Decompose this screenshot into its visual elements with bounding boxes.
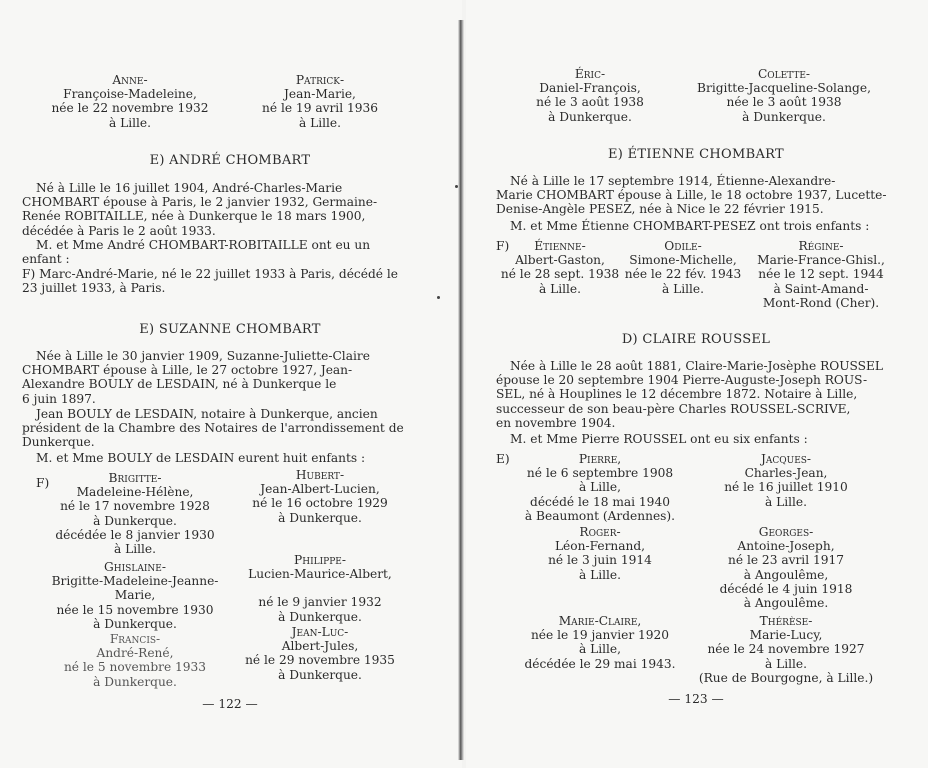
paragraph: Né à Lille le 16 juillet 1904, André-Charles-Marie CHOMBART épouse à Paris, le 2 janvier 1932, Germaine- Renée ROBITAILLE, née à Dunkerque le 18 mars 1900, décédée à Paris le 2 août 1933. xyxy=(22,181,378,238)
left-page xyxy=(0,0,462,768)
child-entry: Marie-Claire, née le 19 janvier 1920 à Lille, décédée le 29 mai 1943. xyxy=(524,614,676,671)
child-entry: Patrick- Jean-Marie, né le 19 avril 1936 à Lille. xyxy=(262,73,378,130)
child-entry: Odile- Simone-Michelle, née le 22 fév. 1943 à Lille. xyxy=(624,239,742,296)
child-entry: Colette- Brigitte-Jacqueline-Solange, née le 3 août 1938 à Dunkerque. xyxy=(697,67,871,124)
child-entry: Hubert- Jean-Albert-Lucien, né le 16 octobre 1929 à Dunkerque. xyxy=(252,468,388,525)
paragraph: Née à Lille le 28 août 1881, Claire-Marie-Josèphe ROUSSEL épouse le 20 septembre 1904 Pierre-Auguste-Joseph ROUS- SEL, né à Houplines le 12 décembre 1872. Notaire à Lille, successeur de son beau-père Charles ROUSSEL-SCRIVE, en novembre 1904. xyxy=(496,359,884,430)
child-entry: Étienne- Albert-Gaston, né le 28 sept. 1938 à Lille. xyxy=(500,239,620,296)
paragraph: Née à Lille le 30 janvier 1909, Suzanne-Juliette-Claire CHOMBART épouse à Lille, le 27 octobre 1927, Jean- Alexandre BOULY de LESDAIN, né à Dunkerque le 6 juin 1897. xyxy=(22,349,370,406)
child-entry: Francis- André-René, né le 5 novembre 1933 à Dunkerque. xyxy=(63,632,207,689)
list-marker: E) xyxy=(496,452,510,466)
paragraph: M. et Mme BOULY de LESDAIN eurent huit enfants : xyxy=(36,451,366,465)
paragraph: M. et Mme Pierre ROUSSEL ont eu six enfants : xyxy=(510,432,808,446)
child-entry: Jean-Luc- Albert-Jules, né le 29 novembre 1935 à Dunkerque. xyxy=(245,625,395,682)
child-entry: Pierre, né le 6 septembre 1908 à Lille, décédé le 18 mai 1940 à Beaumont (Ardennes). xyxy=(524,452,676,523)
list-marker: F) xyxy=(496,239,510,253)
margin-mark xyxy=(455,185,458,188)
child-entry: Georges- Antoine-Joseph, né le 23 avril 1917 à Angoulême, décédé le 4 juin 1918 à Angoulême. xyxy=(719,525,853,611)
margin-mark xyxy=(437,296,440,299)
paragraph: Jean BOULY de LESDAIN, notaire à Dunkerque, ancien président de la Chambre des Notaires de l'arrondissement de Dunkerque. xyxy=(22,407,404,450)
section-heading: E) ÉTIENNE CHOMBART xyxy=(608,147,784,162)
page-number: — 122 — xyxy=(202,697,258,711)
section-heading: E) SUZANNE CHOMBART xyxy=(139,322,321,337)
paragraph: Né à Lille le 17 septembre 1914, Étienne-Alexandre- Marie CHOMBART épouse à Lille, le 18 octobre 1937, Lucette- Denise-Angèle PESEZ, née à Nice le 22 février 1915. xyxy=(496,174,887,217)
book-gutter xyxy=(458,20,464,760)
child-entry: Éric- Daniel-François, né le 3 août 1938 à Dunkerque. xyxy=(536,67,644,124)
right-page xyxy=(466,0,928,768)
child-entry: Philippe- Lucien-Maurice-Albert, né le 9 janvier 1932 à Dunkerque. xyxy=(248,553,392,624)
child-entry: Ghislaine- Brigitte-Madeleine-Jeanne- Marie, née le 15 novembre 1930 à Dunkerque. xyxy=(51,560,219,631)
section-heading: E) ANDRÉ CHOMBART xyxy=(149,153,311,168)
paragraph: F) Marc-André-Marie, né le 22 juillet 1933 à Paris, décédé le 23 juillet 1933, à Paris. xyxy=(22,267,398,296)
paragraph: M. et Mme Étienne CHOMBART-PESEZ ont trois enfants : xyxy=(510,219,870,233)
child-entry: Thérèse- Marie-Lucy, née le 24 novembre 1927 à Lille. (Rue de Bourgogne, à Lille.) xyxy=(698,614,874,685)
child-entry: Anne- Françoise-Madeleine, née le 22 novembre 1932 à Lille. xyxy=(51,73,209,130)
page-number: — 123 — xyxy=(668,692,724,706)
child-entry: Régine- Marie-France-Ghisl., née le 12 sept. 1944 à Saint-Amand- Mont-Rond (Cher). xyxy=(757,239,885,310)
section-heading: D) CLAIRE ROUSSEL xyxy=(621,332,771,347)
list-marker: F) xyxy=(36,476,50,490)
paragraph: M. et Mme André CHOMBART-ROBITAILLE ont eu un enfant : xyxy=(22,238,371,267)
child-entry: Brigitte- Madeleine-Hélène, né le 17 novembre 1928 à Dunkerque. décédée le 8 janvier 1930 à Lille. xyxy=(55,471,215,557)
child-entry: Jacques- Charles-Jean, né le 16 juillet 1910 à Lille. xyxy=(724,452,848,509)
child-entry: Roger- Léon-Fernand, né le 3 juin 1914 à Lille. xyxy=(548,525,652,582)
